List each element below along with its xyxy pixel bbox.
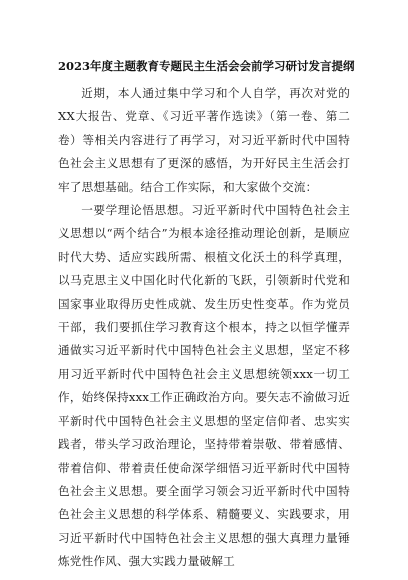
document-title: 2023年度主题教育专题民主生活会会前学习研讨发言提纲 xyxy=(58,59,355,73)
body-paragraph: 一要学理论悟思想。习近平新时代中国特色社会主义思想以“两个结合”为根本途径推动理论创新，是顺应时代大势、适应实践所需、根植文化沃土的科学真理，以马克思主义中国化时代化新的飞跃，引领新时代党和国家事业取得历史性成就、发生历史性变革。作为党员干部，我们要抓住学习教育这个根本，持之以恒学懂弄通做实习近平新时代中国特色社会主义思想，坚定不移用习近平新时代中国特色社会主义思想统领xxx一切工作，始终保持xxx工作正确政治方向。要矢志不渝做习近平新时代中国特色社会主义思想的坚定信仰者、忠实实践者，带头学习政治理论，坚持带着崇敬、带着感情、带着信仰、带着责任使命深学细悟习近平新时代中国特色社会主义思想。要全面学习领会习近平新时代中国特色社会主义思想的科学体系、精髓要义、实践要求，用习近平新时代中国特色社会主义思想的强大真理力量锤炼党性作风、强大实践力量破解工 xyxy=(58,203,350,569)
intro-paragraph: 近期，本人通过集中学习和个人自学，再次对党的XX大报告、党章、《习近平著作选读》（第一卷、第二卷）等相关内容进行了再学习，对习近平新时代中国特色社会主义思想有了更深的感悟，为开好民主生活会打牢了思想基础。结合工作实际，和大家做个交流： xyxy=(58,86,350,194)
